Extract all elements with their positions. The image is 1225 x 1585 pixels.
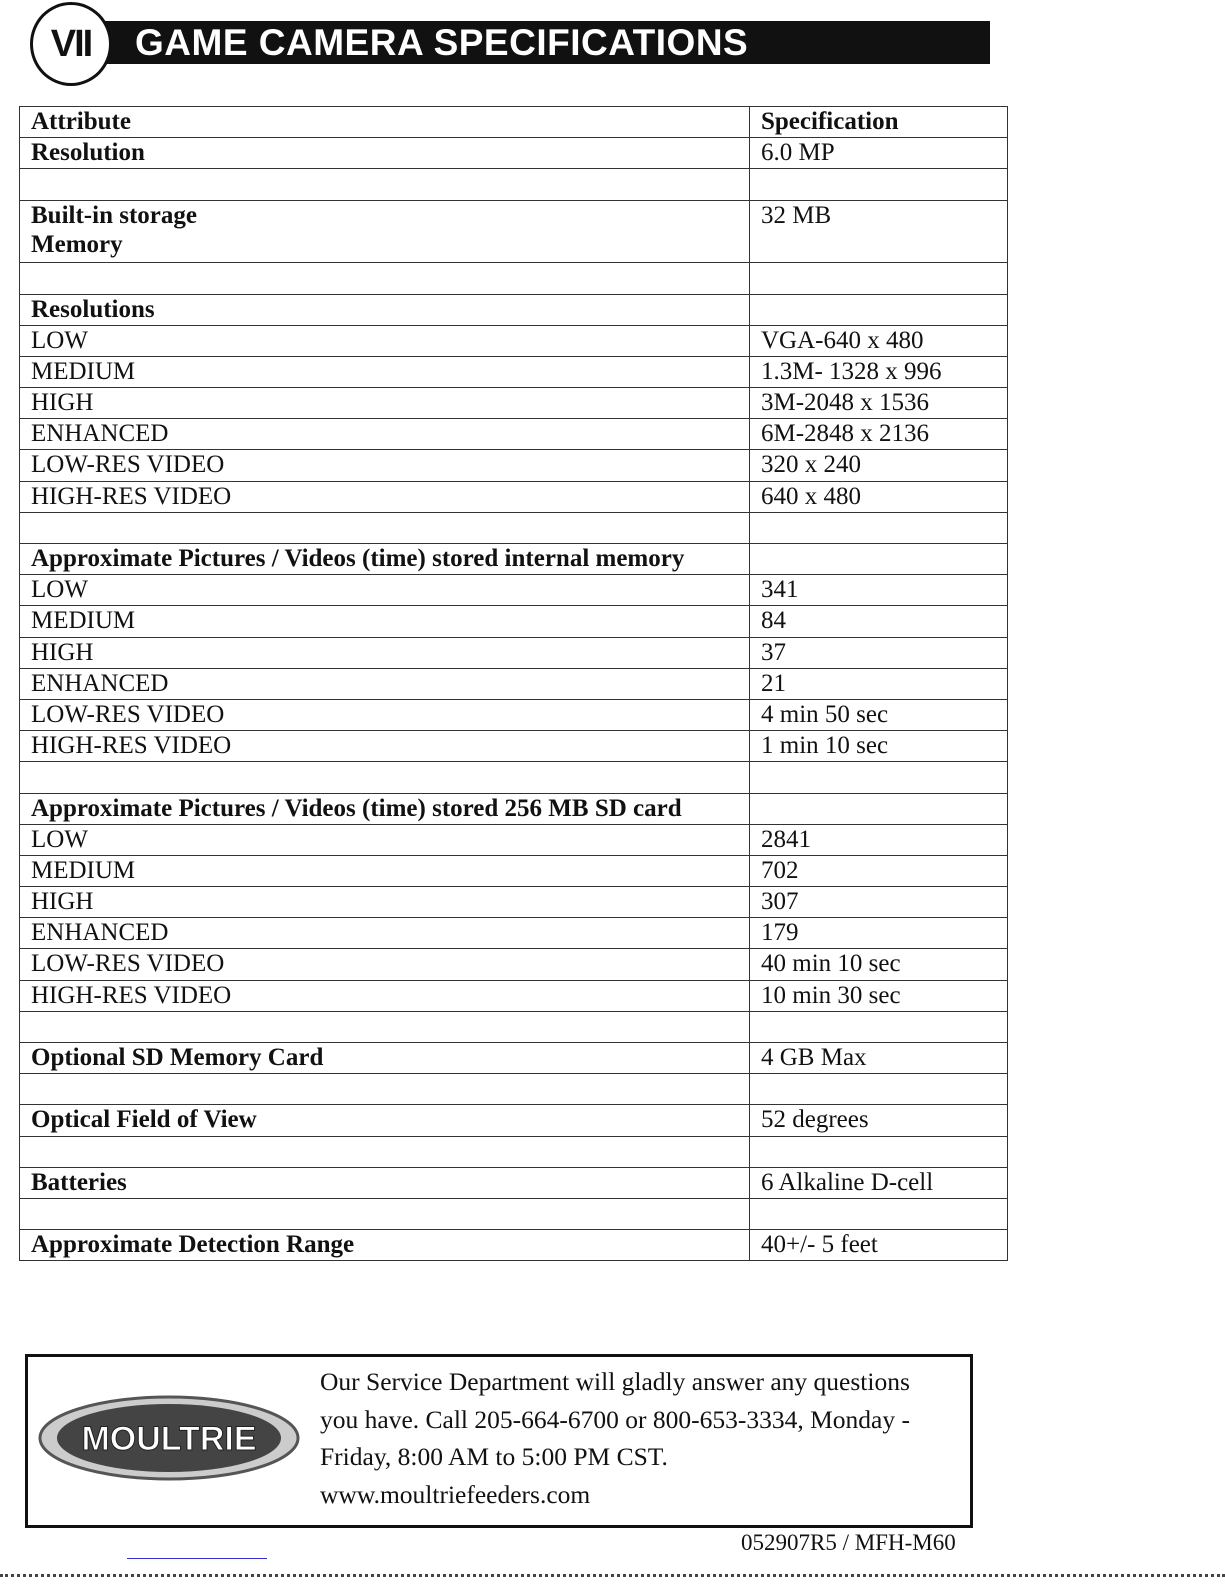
table-row <box>20 855 1008 886</box>
attribute-cell: MEDIUM <box>20 356 750 387</box>
attribute-cell: HIGH-RES VIDEO <box>20 731 750 762</box>
specification-cell: 1.3M- 1328 x 996 <box>750 356 1008 387</box>
attribute-cell: Batteries <box>20 1167 750 1198</box>
table-row <box>20 263 1008 294</box>
specification-cell <box>750 294 1008 325</box>
attribute-cell: LOW-RES VIDEO <box>20 450 750 481</box>
attribute-cell: LOW <box>20 575 750 606</box>
specification-cell: 2841 <box>750 824 1008 855</box>
specification-cell: 307 <box>750 887 1008 918</box>
attribute-cell <box>20 1136 750 1167</box>
specification-cell <box>750 263 1008 294</box>
specifications-table <box>19 106 1008 1261</box>
table-row <box>20 949 1008 980</box>
attribute-cell: MEDIUM <box>20 606 750 637</box>
attribute-cell: Built-in storage Memory <box>20 200 750 263</box>
attribute-cell: ENHANCED <box>20 419 750 450</box>
specification-cell: 702 <box>750 855 1008 886</box>
service-info-box <box>25 1354 973 1528</box>
table-header-row <box>20 107 1008 138</box>
table-row <box>20 294 1008 325</box>
attribute-cell: Approximate Pictures / Videos (time) stored internal memory <box>20 544 750 575</box>
attribute-cell <box>20 263 750 294</box>
attribute-cell: HIGH <box>20 388 750 419</box>
document-id: 052907R5 / MFH-M60 <box>741 1530 956 1555</box>
specification-cell: 40+/- 5 feet <box>750 1230 1008 1261</box>
specification-cell <box>750 1136 1008 1167</box>
attribute-cell: ENHANCED <box>20 918 750 949</box>
specification-cell: 6 Alkaline D-cell <box>750 1167 1008 1198</box>
specification-cell: 6M-2848 x 2136 <box>750 419 1008 450</box>
table-row <box>20 200 1008 263</box>
table-row <box>20 575 1008 606</box>
attribute-cell: MEDIUM <box>20 855 750 886</box>
specification-cell: 1 min 10 sec <box>750 731 1008 762</box>
attribute-cell <box>20 169 750 200</box>
attribute-cell: LOW-RES VIDEO <box>20 699 750 730</box>
attribute-cell <box>20 512 750 543</box>
table-row <box>20 824 1008 855</box>
table-row <box>20 1105 1008 1136</box>
column-header-attribute: Attribute <box>20 107 750 138</box>
table-row <box>20 793 1008 824</box>
attribute-cell: Approximate Detection Range <box>20 1230 750 1261</box>
attribute-cell: HIGH <box>20 637 750 668</box>
specification-cell: 4 GB Max <box>750 1043 1008 1074</box>
column-header-specification: Specification <box>750 107 1008 138</box>
table-row <box>20 1011 1008 1042</box>
specification-cell: 10 min 30 sec <box>750 980 1008 1011</box>
table-row <box>20 1198 1008 1229</box>
table-row <box>20 388 1008 419</box>
specification-cell: 40 min 10 sec <box>750 949 1008 980</box>
table-row <box>20 731 1008 762</box>
specification-cell: 4 min 50 sec <box>750 699 1008 730</box>
attribute-cell: LOW-RES VIDEO <box>20 949 750 980</box>
specification-cell: 84 <box>750 606 1008 637</box>
section-number-badge: VII <box>30 2 112 86</box>
specification-cell <box>750 793 1008 824</box>
specification-cell <box>750 1011 1008 1042</box>
table-row <box>20 512 1008 543</box>
attribute-cell <box>20 1198 750 1229</box>
specification-cell <box>750 1074 1008 1105</box>
table-row <box>20 138 1008 169</box>
attribute-cell: Resolutions <box>20 294 750 325</box>
table-row <box>20 1167 1008 1198</box>
table-row <box>20 918 1008 949</box>
table-row <box>20 481 1008 512</box>
attribute-cell <box>20 1011 750 1042</box>
specification-cell: 3M-2048 x 1536 <box>750 388 1008 419</box>
service-contact-text: Our Service Department will gladly answer any questions you have. Call 205-664-6700 or 800-653-3334, Monday - Friday, 8:00 AM to 5:00 PM CST. www.moultriefeeders.com <box>320 1367 910 1509</box>
specification-cell <box>750 512 1008 543</box>
table-row <box>20 1043 1008 1074</box>
table-row <box>20 1136 1008 1167</box>
table-row <box>20 356 1008 387</box>
table-row <box>20 1230 1008 1261</box>
attribute-cell: LOW <box>20 325 750 356</box>
table-row <box>20 1074 1008 1105</box>
attribute-cell <box>20 1074 750 1105</box>
table-row <box>20 450 1008 481</box>
specification-cell: 341 <box>750 575 1008 606</box>
table-row <box>20 699 1008 730</box>
specification-cell: 320 x 240 <box>750 450 1008 481</box>
table-row <box>20 762 1008 793</box>
specification-cell: 32 MB <box>750 200 1008 263</box>
table-row <box>20 544 1008 575</box>
table-row <box>20 419 1008 450</box>
specification-cell <box>750 169 1008 200</box>
moultrie-logo <box>38 1395 300 1481</box>
specification-cell: 21 <box>750 668 1008 699</box>
attribute-cell: Resolution <box>20 138 750 169</box>
table-row <box>20 980 1008 1011</box>
svg-text:MOULTRIE: MOULTRIE <box>81 1420 257 1458</box>
table-row <box>20 887 1008 918</box>
table-row <box>20 325 1008 356</box>
page-title: GAME CAMERA SPECIFICATIONS <box>135 22 749 63</box>
attribute-cell: ENHANCED <box>20 668 750 699</box>
table-row <box>20 668 1008 699</box>
specification-cell: 179 <box>750 918 1008 949</box>
attribute-cell: HIGH-RES VIDEO <box>20 980 750 1011</box>
specification-cell: 37 <box>750 637 1008 668</box>
specification-cell: VGA-640 x 480 <box>750 325 1008 356</box>
attribute-cell: LOW <box>20 824 750 855</box>
specification-cell: 640 x 480 <box>750 481 1008 512</box>
attribute-cell: HIGH <box>20 887 750 918</box>
specification-cell: 6.0 MP <box>750 138 1008 169</box>
specification-cell <box>750 762 1008 793</box>
attribute-cell: HIGH-RES VIDEO <box>20 481 750 512</box>
table-row <box>20 606 1008 637</box>
attribute-cell: Optical Field of View <box>20 1105 750 1136</box>
table-row <box>20 169 1008 200</box>
attribute-cell: Optional SD Memory Card <box>20 1043 750 1074</box>
attribute-cell: Approximate Pictures / Videos (time) stored 256 MB SD card <box>20 793 750 824</box>
specification-cell <box>750 544 1008 575</box>
attribute-cell <box>20 762 750 793</box>
page-edge-divider <box>0 1574 1225 1580</box>
specification-cell <box>750 1198 1008 1229</box>
specification-cell: 52 degrees <box>750 1105 1008 1136</box>
table-row <box>20 637 1008 668</box>
link-underline <box>127 1558 267 1559</box>
